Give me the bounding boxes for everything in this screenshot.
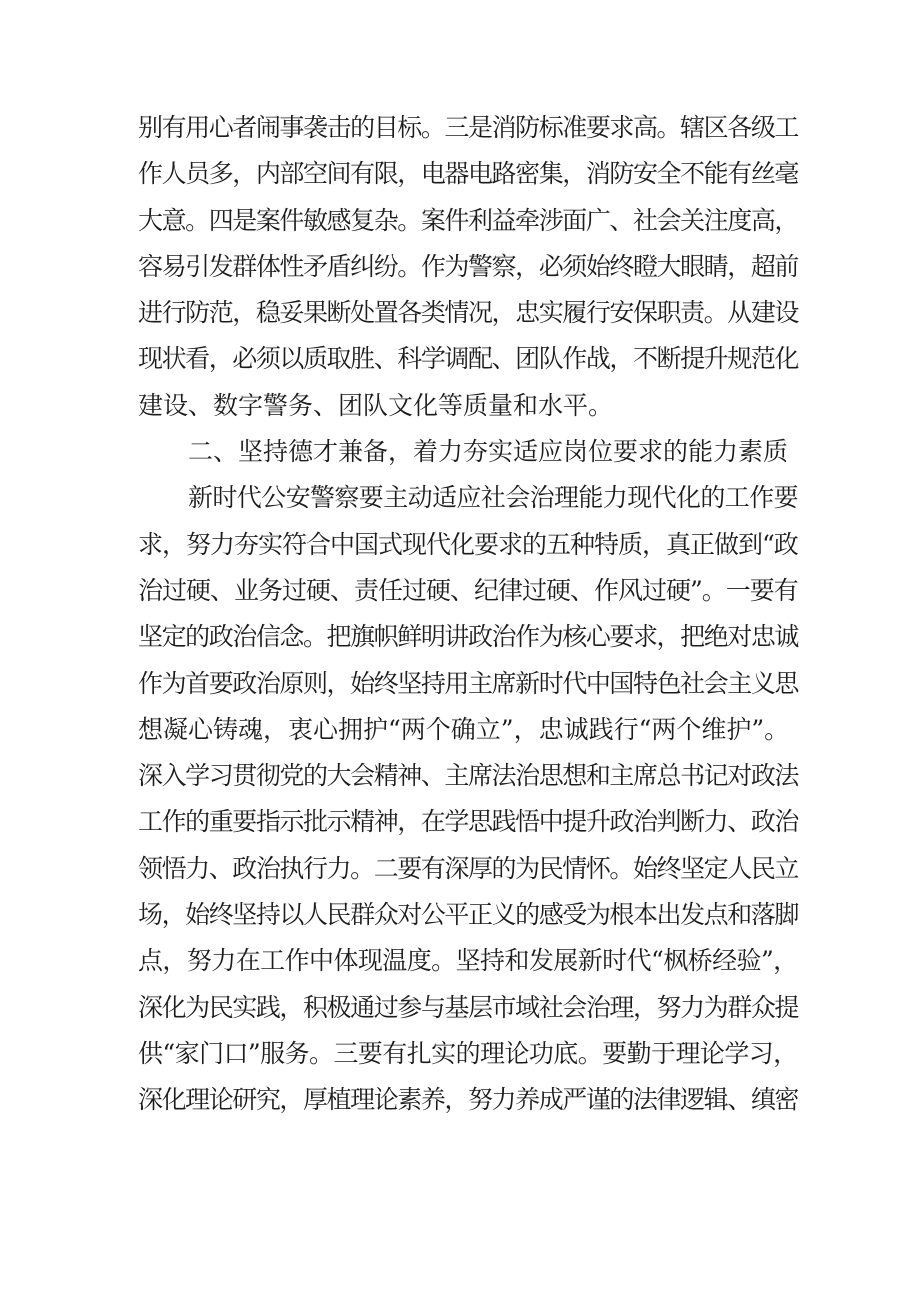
- text-line: 深入学习贯彻党的大会精神、主席法治思想和主席总书记对政法: [138, 761, 798, 791]
- text-line: 作为首要政治原则，始终坚持用主席新时代中国特色社会主义思: [138, 668, 798, 698]
- text-line: 容易引发群体性矛盾纠纷。作为警察，必须始终瞪大眼睛，超前: [138, 251, 798, 281]
- text-line: 坚定的政治信念。把旗帜鲜明讲政治作为核心要求，把绝对忠诚: [138, 622, 798, 652]
- text-line: 治过硬、业务过硬、责任过硬、纪律过硬、作风过硬”。一要有: [138, 575, 798, 605]
- text-line: 作人员多，内部空间有限，电器电路密集，消防安全不能有丝毫: [138, 159, 798, 189]
- text-line: 想凝心铸魂，衷心拥护“两个确立”，忠诚践行“两个维护”。: [138, 714, 790, 744]
- text-line: 建设、数字警务、团队文化等质量和水平。: [138, 390, 614, 420]
- text-line: 求，努力夯实符合中国式现代化要求的五种特质，真正做到“政: [138, 529, 798, 559]
- text-line: 点，努力在工作中体现温度。坚持和发展新时代“枫桥经验”，: [138, 946, 798, 976]
- text-line: 领悟力、政治执行力。二要有深厚的为民情怀。始终坚定人民立: [138, 853, 798, 883]
- text-line: 进行防范，稳妥果断处置各类情况，忠实履行安保职责。从建设: [138, 298, 798, 328]
- text-line: 现状看，必须以质取胜、科学调配、团队作战，不断提升规范化: [138, 344, 798, 374]
- text-line: 大意。四是案件敏感复杂。案件利益牵涉面广、社会关注度高，: [138, 205, 798, 235]
- text-line: 新时代公安警察要主动适应社会治理能力现代化的工作要: [188, 483, 799, 513]
- text-line: 深化为民实践，积极通过参与基层市域社会治理，努力为群众提: [138, 992, 798, 1022]
- text-line: 别有用心者闹事袭击的目标。三是消防标准要求高。辖区各级工: [138, 113, 798, 142]
- section-heading: 二、坚持德才兼备，着力夯实适应岗位要求的能力素质: [188, 437, 789, 467]
- text-line: 深化理论研究，厚植理论素养，努力养成严谨的法律逻辑、缜密: [138, 1085, 798, 1115]
- text-line: 工作的重要指示批示精神，在学思践悟中提升政治判断力、政治: [138, 807, 798, 837]
- text-line: 供“家门口”服务。三要有扎实的理论功底。要勤于理论学习，: [138, 1038, 798, 1068]
- document-body: [138, 105, 798, 1124]
- text-line: 场，始终坚持以人民群众对公平正义的感受为根本出发点和落脚: [138, 900, 798, 930]
